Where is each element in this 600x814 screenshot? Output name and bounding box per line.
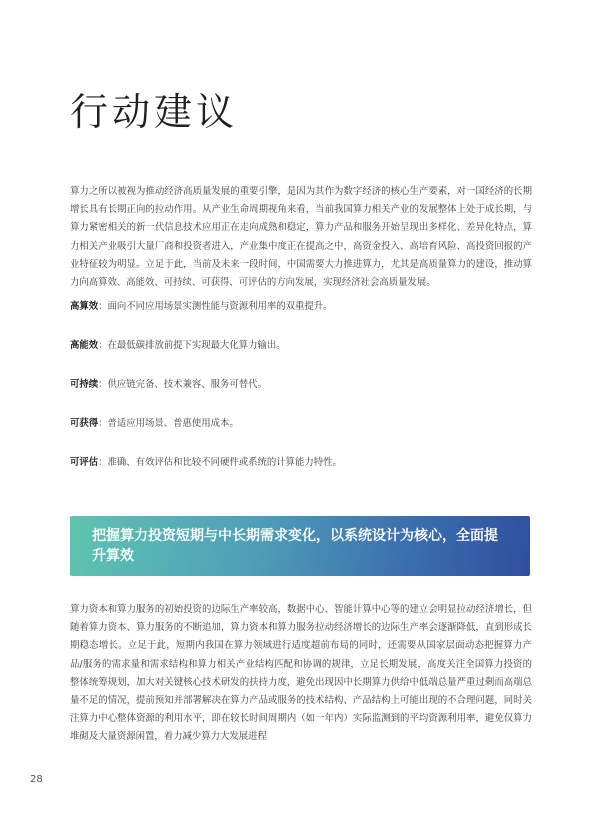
page-number: 28 <box>30 774 43 785</box>
item-term: 高能效 <box>70 340 99 351</box>
page-title: 行动建议 <box>70 90 239 134</box>
intro-paragraph: 算力之所以被视为推动经济高质量发展的重要引擎，是因为其作为数字经济的核心生产要素，对一国经济的长期增长具有长期正向的拉动作用。从产业生命周期视角来看，当前我国算力相关产业的发展整体上处于成长期，与算力紧密相关的新一代信息技术应用正在走向成熟和稳定，算力产品和服务开始呈现出多样化、差异化特点，算力相关产业吸引大量厂商和投资者进入，产业集中度正在提高之中，高资金投入、高培育风险、高投资回报的产业特征较为明显。立足于此，当前及未来一段时间，中国需要大力推进算力，尤其是高质量算力的建设，推动算力向高算效、高能效、可持续、可获得、可评估的方向发展，实现经济社会高质量发展。 <box>70 186 532 289</box>
item-term: 高算效 <box>70 301 99 312</box>
list-item <box>70 456 342 470</box>
item-description: ：在最低碳排放前提下实现最大化算力输出。 <box>98 340 286 351</box>
body-paragraph: 算力资本和算力服务的初始投资的边际生产率较高，数据中心、智能计算中心等的建立会明显拉动经济增长，但随着算力资本、算力服务的不断追加，算力资本和算力服务拉动经济增长的边际生产率会逐渐降低，直到形成长期稳态增长。立足于此，短期内我国在算力领域进行适度超前布局的同时，还需要从国家层面动态把握算力产品/服务的需求量和需求结构和算力相关产业结构匹配和协调的规律，立足长期发展，高度关注全国算力投资的整体统筹规划，加大对关键核心技术研发的扶持力度，避免出现因中长期算力供给中低端总量严重过剩而高端总量不足的情况，提前预知并部署解决在算力产品或服务的技术结构、产品结构上可能出现的不合理问题，同时关注算力中心整体资源的利用水平，即在较长时间周期内（如一年内）实际监测到的平均资源利用率，避免仅算力堆砌及大量资源闲置，着力减少算力大发展进程 <box>70 604 532 743</box>
item-description: ：供应链完备、技术兼容、服务可替代。 <box>98 379 267 390</box>
list-item <box>70 417 239 431</box>
list-item <box>70 300 333 314</box>
item-term: 可获得 <box>70 418 99 429</box>
item-term: 可评估 <box>70 457 99 468</box>
list-item <box>70 339 286 353</box>
item-description: ：面向不同应用场景实测性能与资源利用率的双重提升。 <box>98 301 333 312</box>
item-description: ：普适应用场景、普惠使用成本。 <box>98 418 239 429</box>
banner-heading: 把握算力投资短期与中长期需求变化，以系统设计为核心，全面提升算效 <box>92 528 498 564</box>
item-description: ：准确、有效评估和比较不同硬件或系统的计算能力特性。 <box>98 457 342 468</box>
section-banner <box>70 516 530 576</box>
item-term: 可持续 <box>70 379 99 390</box>
list-item <box>70 378 267 392</box>
